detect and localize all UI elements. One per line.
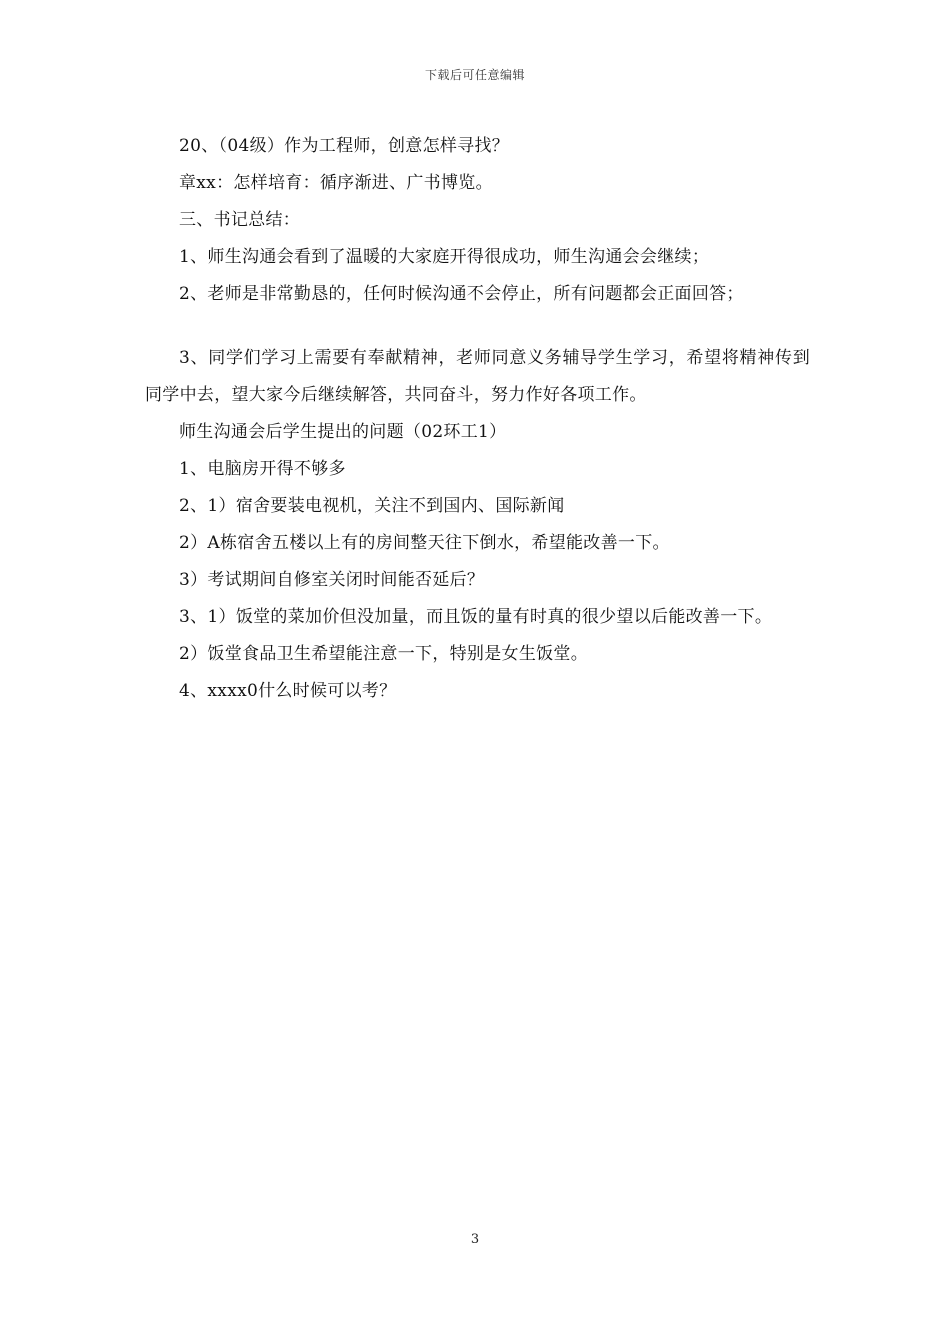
list-item: 3、1）饭堂的菜加价但没加量，而且饭的量有时真的很少望以后能改善一下。 [179, 607, 773, 627]
list-item: 4、xxxx0什么时候可以考？ [179, 681, 397, 701]
blank-line [145, 313, 810, 340]
document-body [145, 128, 810, 710]
list-item: 2）饭堂食品卫生希望能注意一下，特别是女生饭堂。 [179, 644, 589, 664]
list-item: 2、1）宿舍要装电视机，关注不到国内、国际新闻 [179, 496, 565, 516]
paragraph: 3、同学们学习上需要有奉献精神，老师同意义务辅导学生学习，希望将精神传到同学中去，望大家今后继续解答，共同奋斗，努力作好各项工作。 [145, 348, 810, 405]
list-item: 2）A栋宿舍五楼以上有的房间整天往下倒水，希望能改善一下。 [179, 533, 670, 553]
section-heading: 三、书记总结： [179, 210, 301, 230]
paragraph: 章xx：怎样培育：循序渐进、广书博览。 [179, 173, 493, 193]
subsection-heading: 师生沟通会后学生提出的问题（02环工1） [179, 422, 507, 442]
paragraph: 20、（04级）作为工程师，创意怎样寻找？ [179, 136, 510, 156]
list-item: 3）考试期间自修室关闭时间能否延后？ [179, 570, 485, 590]
paragraph: 1、师生沟通会看到了温暖的大家庭开得很成功，师生沟通会会继续； [179, 247, 710, 267]
paragraph: 2、老师是非常勤恳的，任何时候沟通不会停止，所有问题都会正面回答； [179, 284, 744, 304]
list-item: 1、电脑房开得不够多 [179, 459, 346, 479]
header-note: 下载后可任意编辑 [424, 68, 525, 82]
page-number: 3 [470, 1232, 480, 1247]
